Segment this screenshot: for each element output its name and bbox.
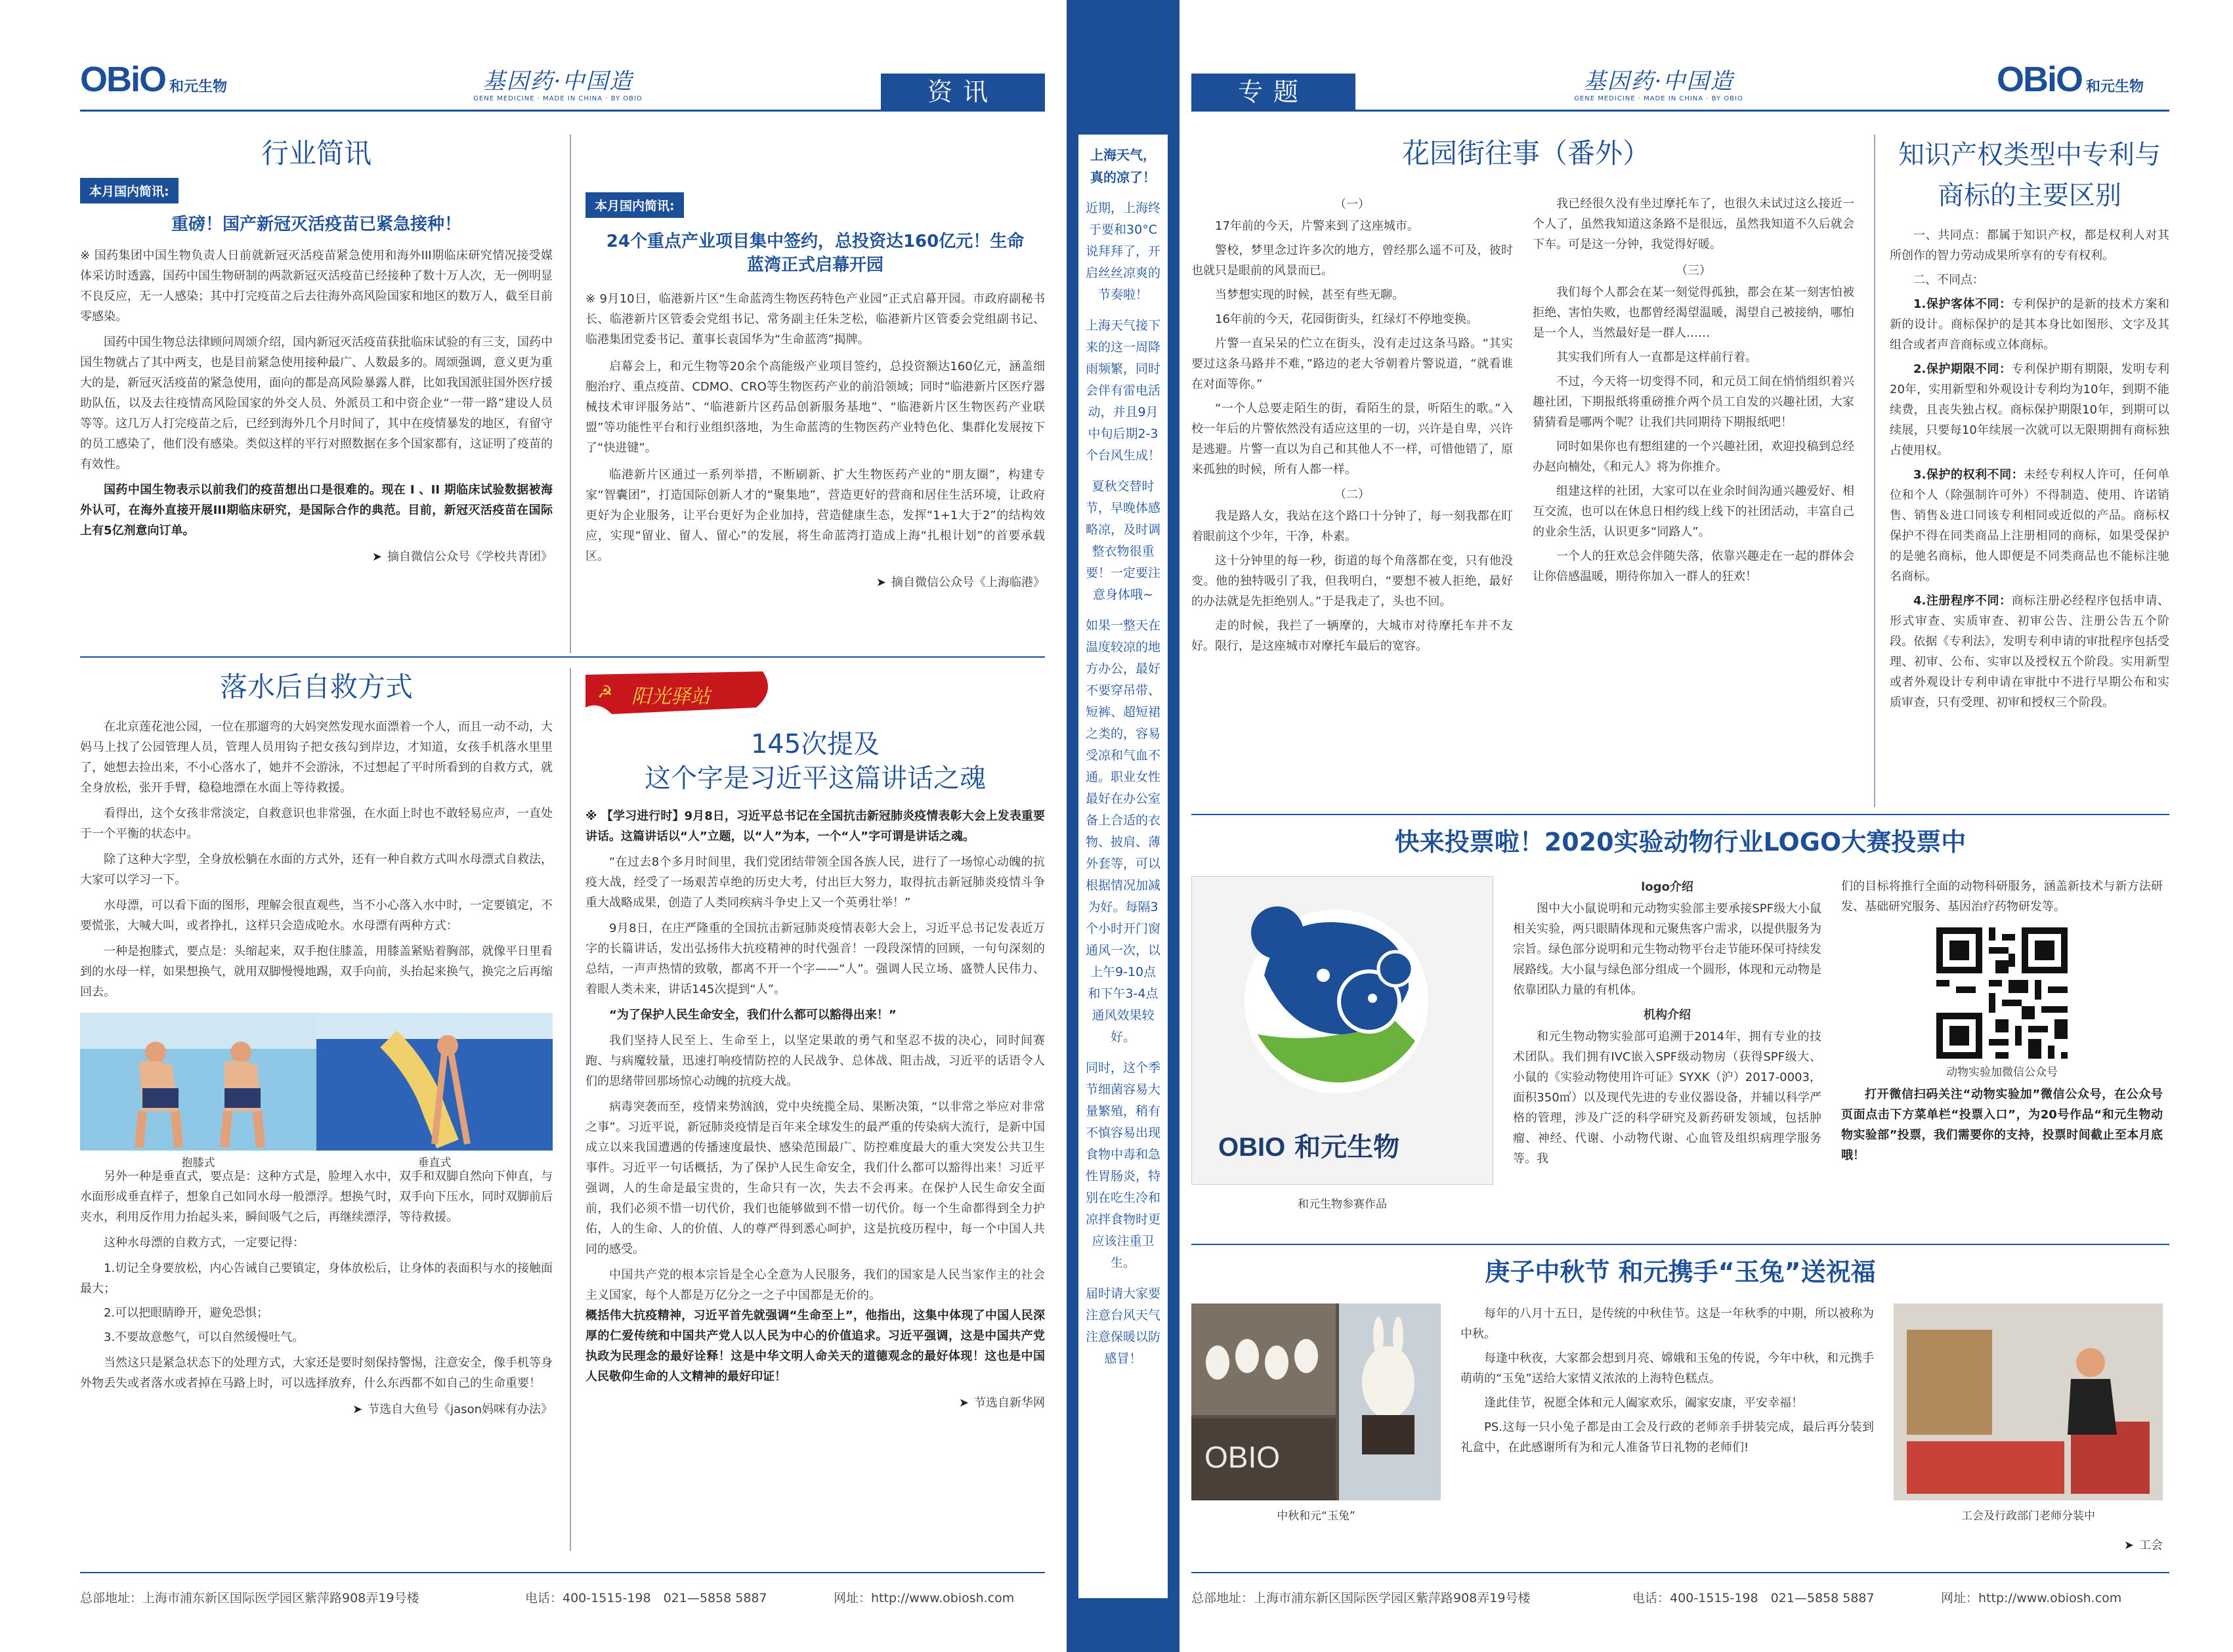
article-mid-autumn: [1191, 1254, 2169, 1565]
paragraph: 一种是抱膝式，要点是：头缩起来，双手抱住膝盖，用膝盖紧贴着胸部，就像平日里看到的水母一样，如果想换气，就用双脚慢慢地踢，双手向前，头抬起来换气，换完之后再缩回去。: [80, 944, 553, 999]
paragraph: “在过去8个多月时间里，我们党团结带领全国各族人民，进行了一场惊心动魄的抗疫大战，经受了一场艰苦卓绝的历史大考，付出巨大努力，取得抗击新冠肺炎疫情斗争重大战略成果，创造了人类同疾病斗争史上又一个英勇壮举！”: [585, 855, 1045, 910]
paragraph: 图中大小鼠说明和元动物实验部主要承接SPF级大小鼠相关实验，两只眼睛体现和元聚焦客户需求，以提供服务为宗旨。绿色部分说明和元生物动物平台走节能环保可持续发展路线。大小鼠与绿色部分组成一个圆形，体现和元动物是依靠团队力量的有机体。: [1513, 902, 1821, 997]
paragraph: 临港新片区通过一系列举措，不断刷新、扩大生物医药产业的“朋友圈”，构建专家“智囊团”，打造国际创新人才的“聚集地”，营造更好的营商和居住生活环境，让政府更好为企业服务，让平台更好为企业加持，营造健康生态，发挥“1+1大于2”的结构效应，实现“留业、留人、留心”的发展，将生命蓝湾打造成上海“扎根计划”的首要承载区。: [585, 468, 1045, 563]
footer-website: 网址：http://www.obiosh.com: [834, 1591, 1015, 1605]
list-item: 1.保护客体不同：专利保护的是新的技术方案和新的设计。商标保护的是其本身比如图形、文字及其组合或者声音商标或立体商标。: [1890, 297, 2169, 352]
caption: 中秋和元“玉兔”: [1277, 1510, 1355, 1523]
rabbit-photo: [1191, 1303, 1441, 1500]
obio-logo: OBiO 和元生物: [1997, 60, 2144, 99]
arrow-icon: ➤: [352, 1403, 363, 1416]
list-item: 3.不要故意憋气，可以自然缓慢吐气。: [104, 1330, 305, 1344]
news-tag: 本月国内简讯:: [80, 178, 179, 203]
paragraph: 水母漂，可以看下面的图形，理解会很直观些，当不小心落入水中时，一定要镇定，不要慌张，大喊大叫，或者挣扎，这样只会造成呛水。水母漂有两种方式：: [80, 899, 553, 933]
left-page: [0, 0, 1067, 1652]
paragraph: 走的时候，我拦了一辆摩的，大城市对待摩托车并不友好。限行，是这座城市对摩托车最后的宽容。: [1191, 619, 1513, 653]
paragraph: ※ 国药集团中国生物负责人日前就新冠灭活疫苗紧急使用和海外III期临床研究情况接受媒体采访时透露，国药中国生物研制的两款新冠灭活疫苗已经接种了数十万人次，无一例明显不良反应，无一人感染；其中打完疫苗之后去往海外高风险国家和地区的数万人，截至目前零感染。: [80, 249, 553, 324]
part-heading: （三）: [1676, 264, 1711, 278]
paragraph: 当梦想实现的时候，甚至有些无聊。: [1215, 288, 1404, 302]
paragraph: 组建这样的社团，大家可以在业余时间沟通兴趣爱好、相互交流，也可以在休息日相约线上线下的社团活动，丰富自己的业余生活，认识更多“同路人”。: [1533, 484, 1854, 539]
floating-posture-image: [80, 1013, 553, 1151]
story-column-1: [1191, 194, 1513, 656]
section-rule: [1191, 1244, 2169, 1245]
section-label: 资讯: [881, 74, 1045, 110]
jade-rabbit-image: [1191, 1303, 1441, 1500]
list-item: 3.保护的权利不同：未经专利权人许可，任何单位和个人（除强制许可外）不得制造、使用、许诺销售、销售＆进口同该专利相同或近似的产品。商标权保护不得在同类商品上注册相同的商标，如果受保护的是驰名商标，他人即便是不同类商品也不能标注驰名商标。: [1890, 468, 2169, 583]
article-title: 知识产权类型中专利与商标的主要区别: [1898, 140, 2161, 211]
weather-paragraph: 同时，这个季节细菌容易大量繁殖，稍有不慎容易出现食物中毒和急性胃肠炎，特别在吃生冷和凉拌食物时更应该注重卫生。: [1085, 1061, 1160, 1270]
paragraph: 这种水母漂的自救方式，一定要记得：: [104, 1236, 305, 1250]
paragraph: 国药中国生物表示以前我们的疫苗想出口是很难的。现在 I 、II 期临床试验数据被海外认可，在海外直接开展III期临床研究，是国际合作的典范。目前，新冠灭活疫苗在国际上有5亿剂意向订单。: [80, 483, 553, 538]
footer-rule: [80, 1572, 1045, 1573]
footer-rule: [1191, 1572, 2169, 1573]
banner-text: 阳光驿站: [631, 685, 710, 708]
svg-text:OBIO: OBIO: [1204, 1440, 1281, 1474]
paragraph: 国药中国生物总法律顾问周颂介绍，国内新冠灭活疫苗获批临床试验的有三支，国药中国生物就占了其中两支，也是目前紧急使用接种最广、人数最多的。周颂强调，意义更为重大的是，新冠灭活疫苗的紧急使用，面向的都是高风险暴露人群，比如我国派驻国外医疗援助队伍，以及去往疫情高风险国家的外交人员、外派员工和中资企业“一带一路”建设人员等等。这几万人打完疫苗之后，已经到海外几个月时间了，其中在疫情暴发的地区，有留守的员工感染了，他们没有感染。类似这样的平行对照数据在多个国家都有，这证明了疫苗的有效性。: [80, 335, 553, 471]
paragraph: 们的目标将推行全面的动物科研服务，涵盖新技术与新方法研发、基础研究服务、基因治疗药物研发等。: [1841, 879, 2163, 914]
paragraph: 16年前的今天，花园街街头，红绿灯不停地变换。: [1215, 312, 1478, 326]
paragraph: 我们坚持人民至上、生命至上，以坚定果敢的勇气和坚忍不拔的决心，同时间赛跑、与病魔较量，迅速打响疫情防控的人民战争、总体战、阻击战，习近平的话语令人们的思绪带回那场惊心动魄的抗疫大战。: [585, 1034, 1045, 1088]
weather-sidebar: [1067, 0, 1180, 1652]
paragraph: 警校，梦里念过许多次的地方，曾经那么遥不可及，彼时也就只是眼前的风景而已。: [1191, 244, 1513, 278]
paragraph: 9月8日，在庄严隆重的全国抗击新冠肺炎疫情表彰大会上，习近平总书记发表近万字的长篇讲话，发出弘扬伟大抗疫精神的时代强音！一段段深情的回顾，一句句深刻的总结，一声声热情的致敬，都离不开一个字——“人”。强调人民立场、盛赞人民伟力、着眼人类未来，讲话145次提到“人”。: [585, 921, 1045, 996]
caption: 工会及行政部门老师分装中: [1961, 1510, 2095, 1523]
column-divider: [1874, 135, 1875, 807]
article-ip-patent-trademark: [1890, 135, 2169, 807]
arrow-icon: ➤: [958, 1396, 969, 1410]
paragraph: 在北京莲花池公园，一位在那遛弯的大妈突然发现水面漂着一个人，而且一动不动，大妈马上找了公园管理人员，管理人员用钩子把女孩勾到岸边，才知道，女孩手机落水里里了，她想去捡出来，不小心落水了，她并不会游泳，不过想起了平时所看到的自救方式，就全身放松，张开手臂，稳稳地漂在水面上等待救援。: [80, 720, 553, 795]
article-flower-street: [1191, 135, 1861, 807]
paragraph: 片警一直呆呆的伫立在街头，没有走过这条马路。“其实要过这条马路并不难，”路边的老大爷朝着片警说道，“就看谁在对面等你。”: [1191, 337, 1513, 391]
source-line: ➤ 节选自新华网: [958, 1396, 1045, 1410]
section-rule: [80, 656, 1045, 658]
paragraph: 病毒突袭而至，疫情来势汹汹，党中央统揽全局、果断决策，“以非常之举应对非常之事”。习近平说，新冠肺炎疫情是百年来全球发生的最严重的传染病大流行，是新中国成立以来我国遭遇的传播速度最快、感染范围最广、防控难度最大的重大突发公共卫生事件。习近平一句话概括，为了保护人民生命安全，我们什么都可以豁得出来！习近平强调，人的生命是最宝贵的，生命只有一次，失去不会再来。在保护人民生命安全面前，我们必须不惜一切代价，我们也能够做到不惜一切代价。每一个生命都得到全力护佑，人的生命、人的价值、人的尊严得到悉心呵护，这是抗疫历程中，每一个中国人共同的感受。: [585, 1100, 1045, 1256]
mid-autumn-text: [1460, 1303, 1874, 1458]
headline: 24个重点产业项目集中签约，总投资达160亿元！生命蓝湾正式启幕开园: [606, 232, 1025, 275]
caption: 和元生物参赛作品: [1298, 1198, 1387, 1211]
caption: 垂直式: [417, 1156, 452, 1170]
subheading: logo介绍: [1641, 880, 1693, 894]
lead-paragraph: ※ 【学习进行时】9月8日，习近平总书记在全国抗击新冠肺炎疫情表彰大会上发表重要讲话。这篇讲话以“人”立题，以“人”为本，一个“人”字可谓是讲话之魂。: [585, 809, 1045, 843]
list-item: 2.保护期限不同：专利保护期有期限，发明专利20年，实用新型和外观设计专利均为10年，到期不能续费，且丧失独占权。商标保护期限10年，到期可以续展，只要每10年续展一次就可以无限期拥有商标独占使用权。: [1890, 362, 2169, 457]
source-line: ➤ 摘自微信公众号《学校共青团》: [372, 550, 553, 564]
qr-caption: 动物实验加微信公众号: [1946, 1066, 2058, 1079]
paragraph: 一个人的狂欢总会伴随失落，依靠兴趣走在一起的群体会让你倍感温暖，期待你加入一群人的狂欢！: [1533, 549, 1854, 583]
paragraph: 看得出，这个女孩非常淡定，自救意识也非常强，在水面上时也不敢轻易应声，一直处于一个平衡的状态中。: [80, 807, 553, 841]
arrow-icon: ➤: [876, 576, 886, 589]
paragraph: 同时如果你也有想组建的一个兴趣社团，欢迎投稿到总经办赵向楠处，《和元人》将为你推介。: [1533, 440, 1854, 474]
packing-photo: [1894, 1303, 2163, 1500]
article-industry-news: [80, 135, 553, 653]
logo-description-column: [1513, 876, 1821, 1169]
article-title: 行业简讯: [261, 137, 372, 169]
mouse-logo-icon: [1192, 877, 1494, 1126]
caption: 抱膝式: [181, 1156, 215, 1170]
paragraph: 除了这种大字型，全身放松躺在水面的方式外，还有一种自救方式叫水母漂式自救法，大家可以学习一下。: [80, 853, 553, 887]
footer-website: 网址：http://www.obiosh.com: [1941, 1591, 2122, 1605]
paragraph: 每年的八月十五日，是传统的中秋佳节。这是一年秋季的中期，所以被称为中秋。: [1460, 1307, 1874, 1341]
paragraph: 启幕会上，和元生物等20余个高能级产业项目签约，总投资额达160亿元，涵盖细胞治疗、重点疫苗、CDMO、CRO等生物医药产业的前沿领域；同时“临港新片区医疗器械技术审评服务站”、“临港新片区药品创新服务基地”、“临港新片区生物医药产业联盟”等功能性平台和行业组织落地，为生命蓝湾的生物医药产业特色化、集群化发展按下了“快进键”。: [585, 360, 1045, 455]
arrow-icon: ➤: [372, 550, 382, 564]
qr-code-icon[interactable]: [1936, 927, 2068, 1059]
paragraph: 我已经很久没有坐过摩托车了，也很久未试过这么接近一个人了，虽然我知道这条路不是很远，虽然我知道不久后就会下车。可是这一分钟，我觉得好暖。: [1533, 197, 1854, 251]
weather-paragraph: 夏秋交替时节，早晚体感略凉，及时调整衣物很重要！一定要注意身体哦~: [1085, 479, 1160, 602]
paragraph: 另外一种是垂直式，要点是：这种方式是，脸埋入水中，双手和双脚自然向下伸直，与水面形成垂直样子，想象自己如同水母一般漂浮。想换气时，双手向下压水，同时双脚前后夹水，利用反作用力抬起头来，瞬间吸气之后，再继续漂浮，等待救援。: [80, 1170, 553, 1224]
arrow-icon: ➤: [2123, 1538, 2134, 1552]
headline: 145次提及 这个字是习近平这篇讲话之魂: [645, 729, 986, 794]
logo-wordmark: OBIO 和元生物: [1218, 1132, 1400, 1162]
svg-text:☭: ☭: [597, 683, 613, 702]
part-heading: （二）: [1334, 488, 1370, 501]
source-line: ➤ 摘自微信公众号《上海临港》: [876, 576, 1045, 589]
weather-paragraph: 上海天气接下来的这一周降雨频繁，同时会伴有雷电活动，并且9月中旬后期2-3个台风生成！: [1085, 318, 1160, 463]
footer-address: 总部地址：上海市浦东新区国际医学园区紫萍路908弄19号楼: [1191, 1591, 1531, 1605]
article-self-rescue: [80, 668, 553, 1551]
section-rule: [1191, 814, 2169, 815]
weather-title: 上海天气，真的凉了！: [1090, 147, 1156, 185]
paragraph: 不过，今天将一切变得不同，和元员工间在悄悄组织着兴趣社团，下期报纸将重磅推介两个员工自发的兴趣社团，大家猜猜看是哪两个呢？让我们共同期待下期报纸吧！: [1533, 375, 1854, 429]
paragraph: PS.这每一只小兔子都是由工会及行政的老师亲手拼装完成，最后再分装到礼盒中，在此感谢所有为和元人准备节日礼物的老师们!: [1460, 1420, 1874, 1454]
source-line: ➤ 节选自大鱼号《jason妈咪有办法》: [352, 1403, 553, 1416]
vote-instructions: 打开微信扫码关注“动物实验加”微信公众号，在公众号页面点击下方菜单栏“投票入口”，为20号作品“和元生物动物实验部”投票，我们需要你的支持，投票时间截止至本月底哦！: [1841, 1088, 2163, 1162]
sunshine-banner: [585, 668, 1045, 721]
list-item: 4.注册程序不同：商标注册必经程序包括申请、形式审查、实质审查、初审公告、注册公告五个阶段。依据《专利法》，发明专利申请的审批程序包括受理、初审、公布、实审以及授权五个阶段。实用新型或者外观设计专利申请在审批中不进行早期公布和实质审查，只有受理、初审和授权三个阶段。: [1890, 594, 2169, 710]
paragraph: 中国共产党的根本宗旨是全心全意为人民服务，我们的国家是人民当家作主的社会主义国家，每个人都是万亿分之一之子中国都是无价的。: [585, 1268, 1045, 1302]
slogan: 基因药·中国造 GENE MEDICINE · MADE IN CHINA · BY OBIO: [473, 68, 643, 102]
paragraph: 一、共同点：都属于知识产权，都是权利人对其所创作的智力劳动成果所享有的专有权利。: [1890, 228, 2169, 263]
weather-paragraph: 如果一整天在温度较凉的地方办公，最好不要穿吊带、短裤、超短裙之类的，容易受凉和气血不通。职业女性最好在办公室备上合适的衣物、披肩、薄外套等，可以根据情况加减为好。每隔3个小时开门窗通风一次，以上午9-10点和下午3-4点通风效果较好。: [1085, 618, 1160, 1044]
paragraph: 其实我们所有人一直都是这样前行着。: [1556, 350, 1757, 364]
obio-logo: OBiO 和元生物: [80, 60, 228, 99]
article-lingang: [585, 187, 1045, 653]
swim-illustration: [80, 1013, 553, 1170]
right-page: [1180, 0, 2233, 1652]
slogan: 基因药·中国造 GENE MEDICINE · MADE IN CHINA · BY OBIO: [1574, 68, 1743, 102]
footer-phone: 电话：400-1515-198 021—5858 5887: [525, 1591, 767, 1605]
paragraph: 17年前的今天，片警来到了这座城市。: [1215, 219, 1419, 233]
paragraph-bold: 概括伟大抗疫精神，习近平首先就强调“生命至上”，他指出，这集中体现了中国人民深厚的仁爱传统和中国共产党人以人民为中心的价值追求。习近平强调，这是中国共产党执政为民理念的最好诠释！这是中华文明人命关天的道德观念的最好体现！这也是中国人民敬仰生命的人文精神的最好印证！: [585, 1309, 1045, 1384]
column-divider: [570, 135, 571, 653]
paragraph: 我们每个人都会在某一刻觉得孤独，都会在某一刻害怕被拒绝、害怕失败，也都曾经渴望温暖，渴望自己被接纳，哪怕是一个人，当然最好是一群人……: [1533, 286, 1854, 340]
packing-gifts-image: [1894, 1303, 2163, 1500]
footer-address: 总部地址：上海市浦东新区国际医学园区紫萍路908弄19号楼: [80, 1591, 419, 1605]
paragraph: “一个人总要走陌生的街，看陌生的景，听陌生的歌。”入校一年后的片警依然没有适应这里的一切，兴许是自卑，兴许是逃避。片警一直以为自己和其他人不一样，可惜他错了，原来孤独的时候，所有人都一样。: [1191, 402, 1513, 477]
subheading: 机构介绍: [1644, 1008, 1691, 1022]
paragraph: 二、不同点：: [1913, 273, 1984, 287]
vote-column: [1841, 876, 2163, 1166]
paragraph: 每逢中秋夜，大家都会想到月亮、嫦娥和玉兔的传说，今年中秋，和元携手萌萌的“玉兔”送给大家情义浓浓的上海特色糕点。: [1460, 1351, 1874, 1386]
article-title: 花园街往事（番外）: [1401, 137, 1650, 169]
part-heading: （一）: [1334, 198, 1370, 211]
story-column-2: [1533, 194, 1854, 587]
source-line: ➤ 工会: [2123, 1538, 2163, 1552]
article-title: 庚子中秋节 和元携手“玉兔”送祝福: [1485, 1258, 1876, 1286]
paragraph: ※ 9月10日，临港新片区“生命蓝湾生物医药特色产业园”正式启幕开园。市政府副秘书长、临港新片区管委会党组书记、常务副主任朱芝松，临港新片区管委会党组副书记、临港集团党委书记、董事长袁国华为“生命蓝湾”揭牌。: [585, 292, 1045, 347]
list-item: 2.可以把眼睛睁开，避免恐惧；: [104, 1306, 269, 1320]
paragraph: 这十分钟里的每一秒，街道的每个角落都在变，只有他没变。他的独特吸引了我，但我明白，“要想不被人拒绝，最好的办法就是先拒绝别人。”于是我走了，头也不回。: [1191, 554, 1513, 608]
article-title: 快来投票啦！2020实验动物行业LOGO大赛投票中: [1394, 828, 1967, 857]
header-rule: [1191, 110, 2169, 112]
weather-paragraph: 近期，上海终于要和30°C说拜拜了，开启丝丝凉爽的节奏啦！: [1085, 201, 1160, 302]
section-label: 专题: [1191, 74, 1355, 110]
logo-entry-image: [1191, 876, 1493, 1185]
column-divider: [570, 668, 571, 1551]
weather-box: [1078, 135, 1168, 1598]
paragraph: 当然这只是紧急状态下的处理方式，大家还是要时刻保持警惕，注意安全，像手机等身外物丢失或者落水或者掉在马路上时，可以选择放弃，什么东西都不如自己的生命重要！: [80, 1356, 553, 1390]
quote: “为了保护人民生命安全，我们什么都可以豁得出来！”: [609, 1008, 897, 1022]
paragraph: 和元生物动物实验部可追溯于2014年，拥有专业的技术团队。我们拥有IVC嵌入SPF级动物房（获得SPF级大、小鼠的《实验动物使用许可证》SYXK（沪）2017-0003，面积350㎡）以及现代先进的专业仪器设备，并辅以科学严格的管理，涉及广泛的科学研究及新药研发领域，包括肿瘤、神经、代谢、小动物代谢、心血管及组织病理学服务等。我: [1513, 1030, 1821, 1166]
article-logo-contest: [1191, 824, 2169, 1237]
header-rule: [80, 110, 1045, 112]
article-xi-speech: [585, 668, 1045, 1551]
list-item: 1.切记全身要放松，内心告诫自己要镇定，身体放松后，让身体的表面积与水的接触面最大；: [80, 1261, 553, 1296]
paragraph: 我是路人女，我站在这个路口十分钟了，每一刻我都在盯着眼前这个少年，干净，朴素。: [1191, 509, 1513, 543]
paragraph: 逢此佳节，祝愿全体和元人阖家欢乐，阖家安康，平安幸福！: [1484, 1396, 1803, 1410]
headline: 重磅！国产新冠灭活疫苗已紧急接种！: [171, 215, 461, 234]
weather-paragraph: 届时请大家要注意台风天气注意保暖以防感冒！: [1085, 1286, 1160, 1366]
footer-phone: 电话：400-1515-198 021—5858 5887: [1632, 1591, 1875, 1605]
article-title: 落水后自救方式: [219, 671, 413, 703]
news-tag: 本月国内简讯:: [585, 192, 684, 218]
